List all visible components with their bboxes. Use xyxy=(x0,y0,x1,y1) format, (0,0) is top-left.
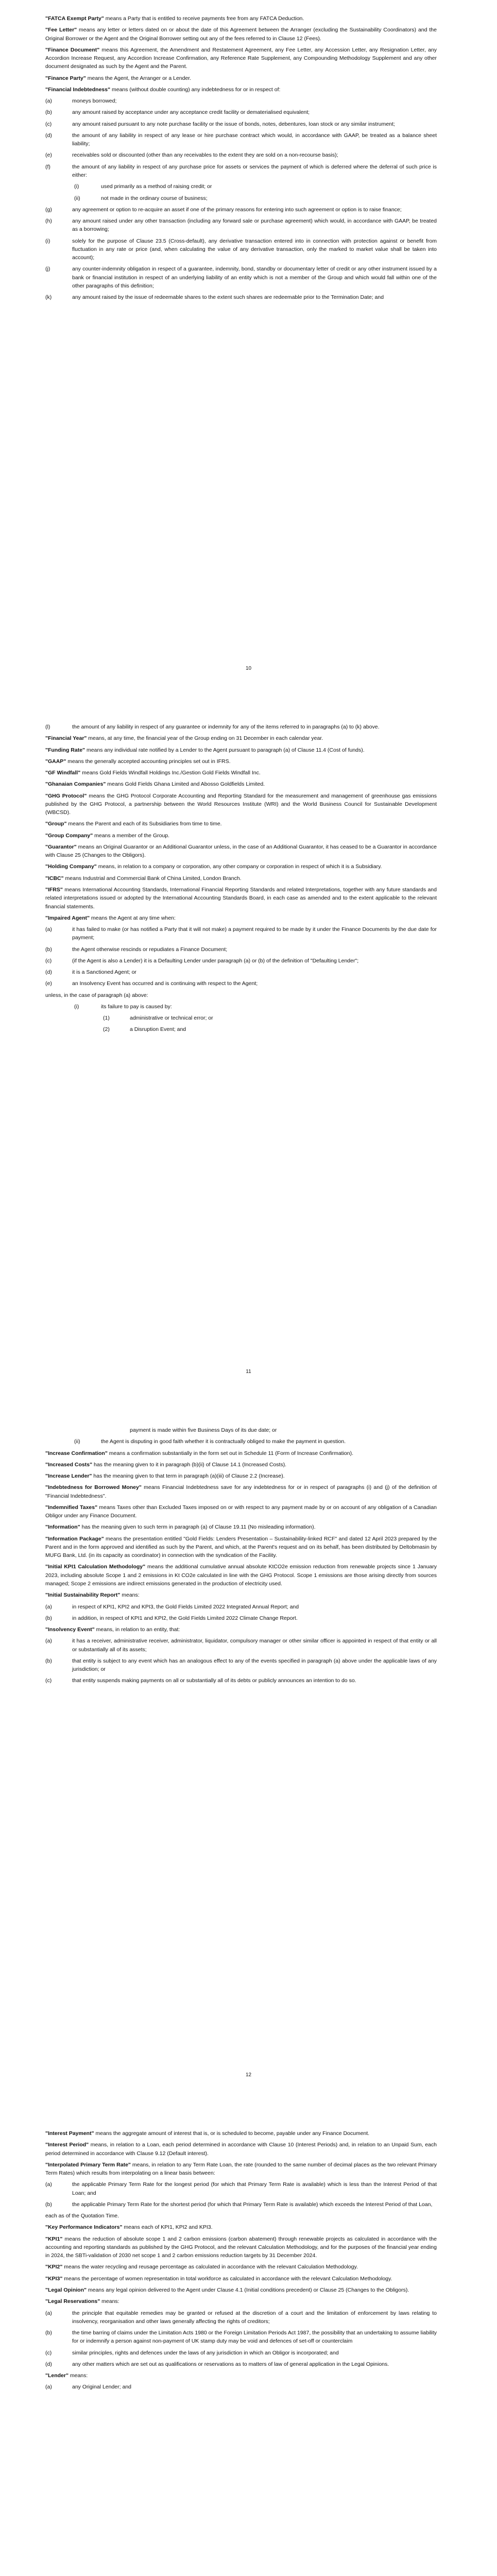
definition: "Holding Company" means, in relation to a company or corporation, any other company or corporation in respect of which it is a Subsidiary. xyxy=(45,863,382,870)
list-item: (a) it has a receiver, administrative receiver, administrator, liquidator, compulsory manager or other similar officer is appointed in respect of that entity or all or substantially all of its assets; xyxy=(45,1638,437,1653)
list-item: (a) the principle that equitable remedies may be granted or refused at the discretion of a court and the limitation of enforcement by laws relating to insolvency, reorganisation and other laws generally affecting the rights of creditors; xyxy=(45,2310,437,2325)
list-item: (b) the Agent otherwise rescinds or repudiates a Finance Document; xyxy=(45,946,228,953)
definition: "Indemnified Taxes" means Taxes other than Excluded Taxes imposed on or with respect to any payment made by or on account of any obligation of a Canadian Obligor under any Finance Document. xyxy=(45,1504,437,1519)
list-item: (b) the time barring of claims under the Limitation Acts 1980 or the Foreign Limitation Periods Act 1987, the possibility that an undertaking to assume liability for or indemnify a person against non-payment of UK stamp duty may be void and defences of set-off or counterclaim xyxy=(45,2330,437,2345)
definition: "Initial Sustainability Report" means: xyxy=(45,1592,140,1599)
continued-text: payment is made within five Business Days of its due date; or xyxy=(130,1427,277,1433)
list-item: (c) (if the Agent is also a Lender) it is a Defaulting Lender under paragraph (a) or (b) of the definition of "Defaulting Lender"; xyxy=(45,957,359,964)
page-number: 10 xyxy=(245,666,252,671)
definition: "Legal Opinion" means any legal opinion delivered to the Agent under Clause 4.1 (Initial conditions precedent) or Clause 25 (Changes to the Obligors). xyxy=(45,2286,409,2293)
definition: "Finance Document" means this Agreement, the Amendment and Restatement Agreement, any Fee Letter, any Accession Letter, any Resignation Letter, any Accordion Increase Request, any Accordion Increase Confirmation, any Reference Rate Supplement, any Compounding Methodology Supplement and any other document designated as such by the Agent and the Parent. xyxy=(45,46,437,70)
definition: "Financial Year" means, at any time, the financial year of the Group ending on 31 December in each calendar year. xyxy=(45,735,323,742)
sub-list-item: (ii) not made in the ordinary course of business; xyxy=(74,195,208,201)
definition: "FATCA Exempt Party" means a Party that is entitled to receive payments free from any FATCA Deduction. xyxy=(45,15,304,22)
list-item: (c) that entity suspends making payments on all or substantially all of its debts or publicly announces an intention to do so. xyxy=(45,1677,356,1684)
page-content xyxy=(45,2129,437,2395)
list-item: (c) similar principles, rights and defences under the laws of any jurisdiction in which an Obligor is incorporated; and xyxy=(45,2349,339,2356)
definition: "Increase Lender" has the meaning given to that term in paragraph (a)(iii) of Clause 2.2 (Increase). xyxy=(45,1473,285,1480)
definition: "KPI3" means the percentage of women representation in total workforce as calculated in accordance with the relevant Calculation Methodology. xyxy=(45,2275,392,2282)
page-content xyxy=(45,1426,437,1688)
definition: "GAAP" means the generally accepted accounting principles set out in IFRS. xyxy=(45,758,231,765)
list-item: (h) any amount raised under any other transaction (including any forward sale or purchase agreement) which would, in accordance with GAAP, be treated as a borrowing; xyxy=(45,218,437,233)
definition: "Guarantor" means an Original Guarantor or an Additional Guarantor unless, in the case of an Additional Guarantor, it has ceased to be a Guarantor in accordance with Clause 25 (Changes to the Obligors). xyxy=(45,843,437,859)
definition: "Lender" means: xyxy=(45,2372,88,2379)
definition: "Interest Period" means, in relation to a Loan, each period determined in accordance with Clause 10 (Interest Periods) and, in relation to an Unpaid Sum, each period determined in accordance with Clause 9.12 (Default interest). xyxy=(45,2142,437,2157)
definition: "Interest Payment" means the aggregate amount of interest that is, or is scheduled to become, payable under any Finance Document. xyxy=(45,2130,370,2137)
unless-text: unless, in the case of paragraph (a) above: xyxy=(45,992,148,998)
sub-sub-list-item: (2) a Disruption Event; and xyxy=(103,1026,186,1033)
list-item: (j) any counter-indemnity obligation in respect of a guarantee, indemnity, bond, standby or documentary letter of credit or any other instrument issued by a bank or financial institution in respect of an underlying liability of an entity which is not a member of the Group and which would fall within one of the other paragraphs of this definition; xyxy=(45,266,437,289)
definition: "Information Package" means the presentation entitled "Gold Fields: Lenders Presentation – Sustainability-linked RCF" and dated 12 April 2023 prepared by the Parent and in the form approved and identified as such by the Parent, and which, at the Parent's request and on its behalf, has been distributed by Deltobmasin by MUFG Bank, Ltd. (in its capacity as coordinator) in connection with the syndication of the Facility. xyxy=(45,1535,437,1559)
list-item: (b) in addition, in respect of KPI1 and KPI2, the Gold Fields Limited 2022 Climate Change Report. xyxy=(45,1615,298,1621)
definition: "Funding Rate" means any individual rate notified by a Lender to the Agent pursuant to paragraph (a) of Clause 11.4 (Cost of funds). xyxy=(45,747,365,753)
list-item: (a) any Original Lender; and xyxy=(45,2384,131,2391)
definition: "Legal Reservations" means: xyxy=(45,2298,119,2305)
page-content xyxy=(45,723,437,1037)
sub-list-item: (i) its failure to pay is caused by: xyxy=(74,1003,172,1010)
page-number: 11 xyxy=(246,1369,251,1375)
list-item: (b) that entity is subject to any event which has an analogous effect to any of the events specified in paragraph (a) above under the applicable laws of any jurisdiction; or xyxy=(45,1657,437,1673)
definition: "Increased Costs" has the meaning given to it in paragraph (b)(ii) of Clause 14.1 (Increased Costs). xyxy=(45,1461,287,1468)
definition: "Key Performance Indicators" means each of KPI1, KPI2 and KPI3. xyxy=(45,2224,213,2231)
list-item: (e) receivables sold or discounted (other than any receivables to the extent they are sold on a non-recourse basis); xyxy=(45,152,338,159)
page-10 xyxy=(0,0,497,703)
definition: "Fee Letter" means any letter or letters dated on or about the date of this Agreement between the Arranger (excluding the Sustainability Coordinators) and the Original Borrower or the Agent and the Original Borrower setting out any of the fees referred to in Clause 12 (Fees). xyxy=(45,27,437,42)
definition: "IFRS" means International Accounting Standards, International Financial Reporting Standards and related Interpretations, together with any future standards and related interpretations issued or adopted by the International Accounting Standards Board, in each case as amended and to the extent applicable to the relevant financial statements. xyxy=(45,886,437,910)
list-item: (i) solely for the purpose of Clause 23.5 (Cross-default), any derivative transaction entered into in connection with protection against or benefit from fluctuation in any rate or price (and, when calculating the value of any derivative transaction, only the marked to market value shall be taken into account); xyxy=(45,238,437,261)
list-item: (f) the amount of any liability in respect of any purchase price for assets or services the payment of which is deferred where the deferral of such price is either: xyxy=(45,163,437,178)
page-12 xyxy=(0,1406,497,2110)
sub-list-item: (i) used primarily as a method of raising credit; or xyxy=(74,183,212,190)
page-number: 12 xyxy=(245,2072,252,2078)
definition: "Finance Party" means the Agent, the Arranger or a Lender. xyxy=(45,75,192,81)
definition: "Interpolated Primary Term Rate" means, in relation to any Term Rate Loan, the rate (rounded to the same number of decimal places as the two relevant Primary Term Rates) which results from interpolating on a linear basis between: xyxy=(45,2161,437,2177)
list-item: (g) any agreement or option to re-acquire an asset if one of the primary reasons for entering into such agreement or option is to raise finance; xyxy=(45,206,402,213)
list-item: (l) the amount of any liability in respect of any guarantee or indemnity for any of the items referred to in paragraphs (a) to (k) above. xyxy=(45,724,380,730)
definition: "GF Windfall" means Gold Fields Windfall Holdings Inc./Gestion Gold Fields Windfall Inc. xyxy=(45,770,261,776)
definition: "Insolvency Event" means, in relation to an entity, that: xyxy=(45,1626,180,1633)
page-content xyxy=(45,14,437,304)
list-item: (k) any amount raised by the issue of redeemable shares to the extent such shares are redeemable prior to the Termination Date; and xyxy=(45,294,384,301)
definition: "Group Company" means a member of the Group. xyxy=(45,832,170,839)
definition: "GHG Protocol" means the GHG Protocol Corporate Accounting and Reporting Standard for the measurement and management of greenhouse gas emissions published by the GHG Protocol, a partnership between the World Resources Institute (WRI) and the World Business Council for Sustainable Development (WBCSD). xyxy=(45,792,437,816)
definition: "KPI2" means the water recycling and reusage percentage as calculated in accordance with the relevant Calculation Methodology. xyxy=(45,2264,358,2270)
sub-sub-list-item: (1) administrative or technical error; or xyxy=(103,1015,213,1022)
list-item: (d) it is a Sanctioned Agent; or xyxy=(45,969,136,976)
definition: "Impaired Agent" means the Agent at any time when: xyxy=(45,914,176,921)
list-item: (b) the applicable Primary Term Rate for the shortest period (for which that Primary Term Rate is available) which exceeds the Interest Period of that Loan, xyxy=(45,2201,433,2208)
definition: "Initial KPI1 Calculation Methodology" means the additional cumulative annual absolute KtCO2e emission reduction from renewable projects since 1 January 2023, including absolute Scope 1 and 2 emissions in Kt CO2e calculated in line with the GHG Protocol. Scope 1 emissions are those arising directly from sources managed; Scope 2 emissions are indirect emissions generated in the production of electricity used. xyxy=(45,1564,437,1587)
list-item: (e) an Insolvency Event has occurred and is continuing with respect to the Agent; xyxy=(45,980,258,987)
definition: "ICBC" means Industrial and Commercial Bank of China Limited, London Branch. xyxy=(45,875,242,882)
list-item: (a) moneys borrowed; xyxy=(45,98,117,105)
page-13 xyxy=(0,2110,497,2576)
sub-list-item: (ii) the Agent is disputing in good faith whether it is contractually obliged to make the payment in question. xyxy=(74,1438,346,1445)
definition: "Information" has the meaning given to such term in paragraph (a) of Clause 19.11 (No misleading information). xyxy=(45,1524,316,1531)
page-11 xyxy=(0,703,497,1406)
list-item: (b) any amount raised by acceptance under any acceptance credit facility or dematerialised equivalent; xyxy=(45,109,310,116)
list-item: (c) any amount raised pursuant to any note purchase facility or the issue of bonds, notes, debentures, loan stock or any similar instrument; xyxy=(45,121,395,127)
each-text: each as of the Quotation Time. xyxy=(45,2213,119,2219)
definition: "Financial Indebtedness" means (without double counting) any indebtedness for or in respect of: xyxy=(45,86,281,93)
definition: "Ghanaian Companies" means Gold Fields Ghana Limited and Abosso Goldfields Limited. xyxy=(45,781,265,788)
list-item: (a) it has failed to make (or has notified a Party that it will not make) a payment required to be made by it under the Finance Documents by the due date for payment; xyxy=(45,926,437,941)
list-item: (a) in respect of KPI1, KPI2 and KPI3, the Gold Fields Limited 2022 Integrated Annual Report; and xyxy=(45,1603,299,1610)
list-item: (d) any other matters which are set out as qualifications or reservations as to matters of law of general application in the Legal Opinions. xyxy=(45,2361,389,2367)
definition: "KPI1" means the reduction of absolute scope 1 and 2 carbon emissions (carbon abatement) through renewable projects as calculated in accordance with the accounting and reporting standards as published by the GHG Protocol, and the relevant Calculation Methodology, and for the purposes of the financial year ending in 2024, the SBTi-validation of 2030 net scope 1 and 2 carbon emissions reduction targets by 31 December 2024. xyxy=(45,2235,437,2259)
definition: "Group" means the Parent and each of its Subsidiaries from time to time. xyxy=(45,821,222,827)
definition: "Increase Confirmation" means a confirmation substantially in the form set out in Schedule 11 (Form of Increase Confirmation). xyxy=(45,1450,354,1456)
definition: "Indebtedness for Borrowed Money" means Financial Indebtedness save for any indebtedness for or in respect of paragraphs (i) and (j) of the definition of "Financial Indebtedness". xyxy=(45,1484,437,1499)
list-item: (a) the applicable Primary Term Rate for the longest period (for which that Primary Term Rate is available) which is less than the Interest Period of that Loan; and xyxy=(45,2181,437,2196)
list-item: (d) the amount of any liability in respect of any lease or hire purchase contract which would, in accordance with GAAP, be treated as a balance sheet liability; xyxy=(45,132,437,147)
